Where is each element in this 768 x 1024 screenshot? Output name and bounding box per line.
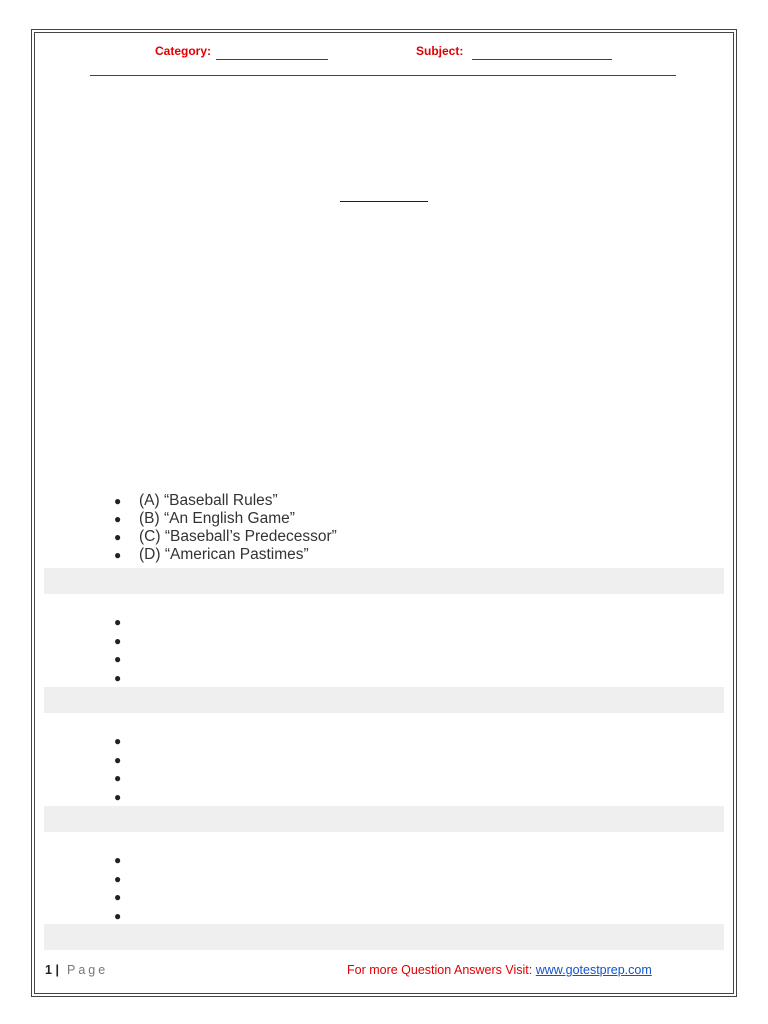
bullet-icon: ●	[114, 652, 122, 666]
bullet-icon: ●	[114, 752, 122, 767]
subject-blank	[472, 59, 612, 60]
answer-options	[114, 492, 337, 564]
option-d-text: (D) “American Pastimes”	[139, 546, 309, 563]
answer-band-3	[44, 806, 724, 832]
option-b	[114, 510, 337, 528]
empty-bullet-list-3	[114, 851, 121, 925]
website-link[interactable]: www.gotestprep.com	[535, 963, 652, 977]
page-footer	[0, 963, 768, 983]
answer-band-2	[44, 687, 724, 713]
category-label: Category:	[155, 44, 212, 58]
bullet-icon: ●	[114, 908, 122, 923]
page-word: Page	[67, 963, 109, 977]
option-a-text: (A) “Baseball Rules”	[139, 492, 278, 509]
bullet-icon: ●	[114, 670, 122, 685]
bullet-icon: ●	[114, 633, 122, 648]
visit-note	[347, 963, 652, 977]
option-c	[114, 528, 337, 546]
option-c-text: (C) “Baseball’s Predecessor”	[139, 528, 337, 545]
page-header	[0, 44, 768, 64]
bullet-icon: ●	[114, 548, 122, 562]
bullet-icon: ●	[114, 789, 122, 804]
bullet-icon: ●	[114, 853, 122, 867]
bullet-icon: ●	[114, 734, 122, 748]
bullet-icon: ●	[114, 890, 122, 904]
empty-bullet-list-2	[114, 732, 121, 806]
bullet-icon: ●	[114, 494, 122, 508]
page-number: 1 |	[45, 963, 59, 977]
empty-bullet-list-1	[114, 613, 121, 687]
title-underline	[340, 201, 428, 202]
category-blank	[216, 59, 328, 60]
answer-band-1	[44, 568, 724, 594]
option-b-text: (B) “An English Game”	[139, 510, 295, 527]
answer-band-4	[44, 924, 724, 950]
subject-label: Subject:	[416, 44, 464, 58]
bullet-icon: ●	[114, 771, 122, 785]
bullet-icon: ●	[114, 512, 122, 526]
header-divider	[90, 75, 676, 76]
bullet-icon: ●	[114, 871, 122, 886]
option-d	[114, 546, 337, 564]
bullet-icon: ●	[114, 615, 122, 629]
option-a	[114, 492, 337, 510]
visit-text: For more Question Answers Visit:	[347, 963, 533, 977]
bullet-icon: ●	[114, 530, 122, 544]
